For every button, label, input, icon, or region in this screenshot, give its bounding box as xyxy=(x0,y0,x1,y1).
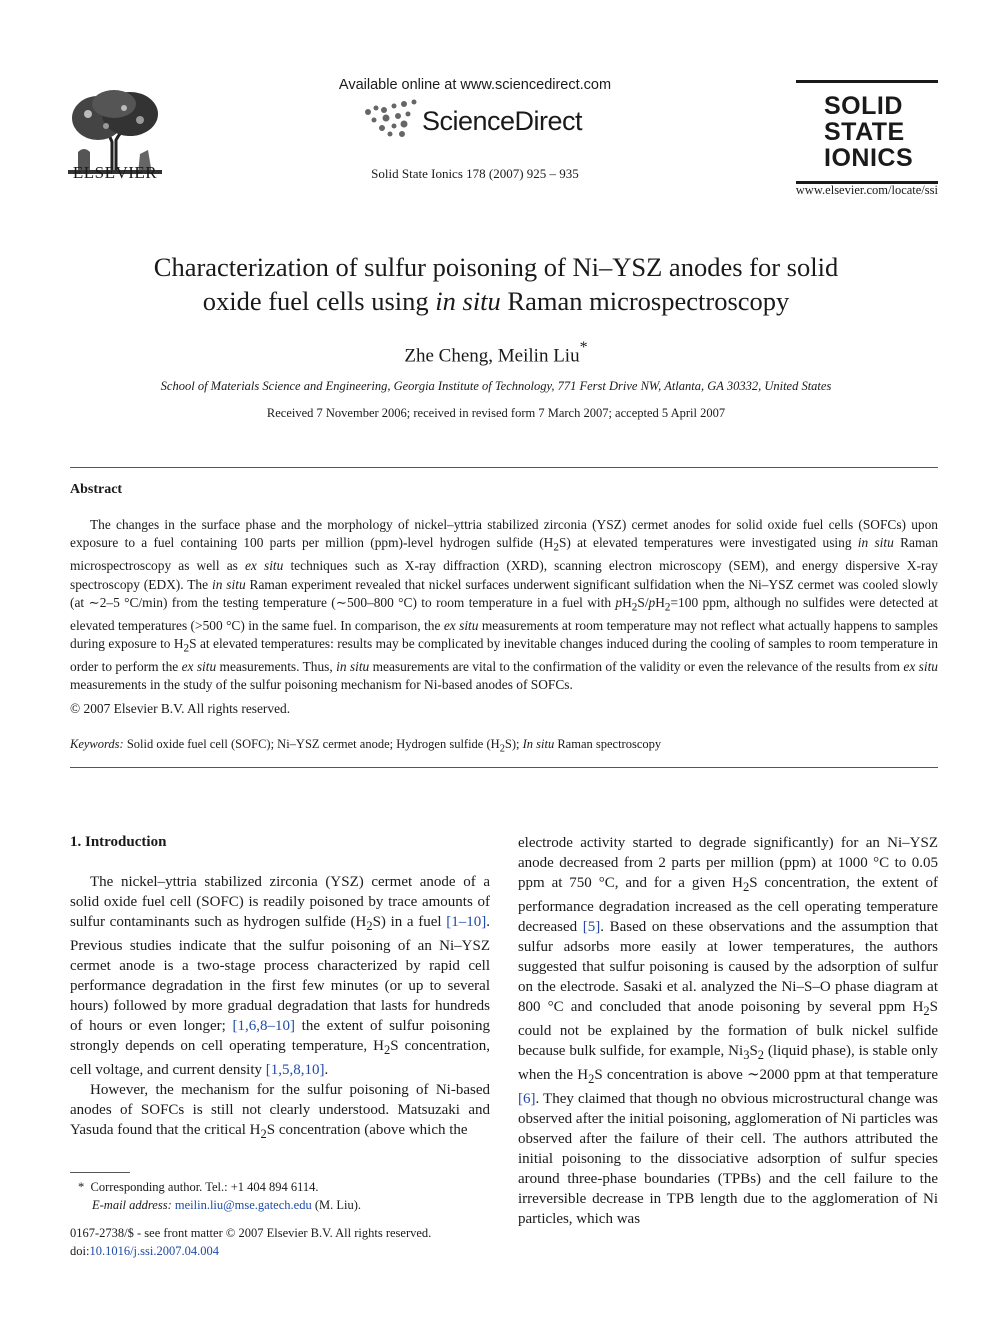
author-list: Zhe Cheng, Meilin Liu* xyxy=(404,339,588,367)
sciencedirect-wordmark: ScienceDirect xyxy=(422,106,583,136)
keywords: Keywords: Solid oxide fuel cell (SOFC); Ni–YSZ cermet anode; Hydrogen sulfide $(H_2S)$; In situ Raman spectroscopy xyxy=(70,737,662,755)
journal-logo-line: IONICS xyxy=(824,144,914,172)
corresponding-author-mark[interactable]: * xyxy=(579,339,588,356)
journal-citation: Solid State Ionics 178 (2007) 925 – 935 xyxy=(371,166,579,181)
elsevier-wordmark: ELSEVIER xyxy=(72,163,158,182)
journal-logo xyxy=(796,80,938,184)
body-column-right: electrode activity started to degrade significantly) for an Ni–YSZ anode decreased from 2 parts per million (ppm) at 1000 °C to 0.05 ppm at 750 °C, and for a given $H_2S$ concentration, the extent of performance degradation increased as the cell operating temperature decreased [5]. Based on these observations and the assumption that sulfur adsorbs more easily at lower temperatures, the authors suggested that sulfur poisoning is caused by the adsorption of sulfur on the electrode. Sasaki et al. analyzed the Ni–S–O phase diagram at 800 °C and concluded that anode poisoning by several ppm $H_2S$ could not be explained by the formation of bulk nickel sulfide because bulk sulfide, for example, $Ni_3S_2$ (liquid phase), is stable only when the $H_2S$ concentration is above ∼2000 ppm at that temperature [6]. They claimed that though no obvious microstructural change was observed after the initial poisoning, agglomeration of Ni particles was observed after the failure of their cell. The authors attributed the initial poisoning to the dissociative adsorption of sulfur species around three-phase boundaries (TPBs) and the cell failure to the irreversible decrease in TPB length due to the agglomeration of Ni particles, which was xyxy=(518,835,939,1227)
available-online-text: Available online at www.sciencedirect.com xyxy=(338,77,612,93)
article-title: Characterization of sulfur poisoning of Ni–YSZ anodes for solid oxide fuel cells using in situ Raman microspectroscopy xyxy=(153,252,839,316)
received-dates: Received 7 November 2006; received in revised form 7 March 2007; accepted 5 April 2007 xyxy=(266,406,726,420)
copyright-line: © 2007 Elsevier B.V. All rights reserved. xyxy=(70,701,291,716)
corresponding-footnote: * Corresponding author. Tel.: +1 404 894 6114. xyxy=(78,1180,319,1194)
journal-logo-line: STATE xyxy=(824,118,905,146)
affiliation: School of Materials Science and Engineering, Georgia Institute of Technology, 771 Ferst Drive NW, Atlanta, GA 30332, United States xyxy=(160,379,832,393)
divider xyxy=(70,767,938,768)
issn-line: 0167-2738/$ - see front matter © 2007 Elsevier B.V. All rights reserved. xyxy=(70,1226,432,1240)
abstract-heading: Abstract xyxy=(70,482,123,497)
email-link[interactable]: meilin.liu@mse.gatech.edu xyxy=(174,1198,312,1212)
section-heading-introduction: 1. Introduction xyxy=(70,834,167,850)
body-column-left: The nickel–yttria stabilized zirconia (YSZ) cermet anode of a solid oxide fuel cell (SOFC) is readily poisoned by trace amounts of sulfur contaminants such as hydrogen sulfide $(H_2S)$ in a fuel [1–10]. Previous studies indicate that the sulfur poisoning of an Ni–YSZ cermet anode is a two-stage process characterized by rapid cell performance degradation in the first few minutes (or up to several hours) followed by more gradual degradation that lasts for hundreds of hours or even longer; [1,6,8–10] the extent of sulfur poisoning strongly depends on cell operating temperature, $H_2S$ concentration, cell voltage, and current density [1,5,8,10]. However, the mechanism for the sulfur poisoning of Ni-based anodes of SOFCs is still not clearly understood. Matsuzaki and Yasuda found that the critical $H_2S$ concentration (above which the xyxy=(70,874,490,1141)
abstract-text: The changes in the surface phase and the morphology of nickel–yttria stabilized zirconia (YSZ) cermet anodes for solid oxide fuel cells (SOFCs) upon exposure to a fuel containing 100 parts per million (ppm)-level hydrogen sulfide $(H_2S)$ at elevated temperatures were investigated using in situ Raman microspectroscopy as well as ex situ techniques such as X-ray diffraction (XRD), scanning electron microscopy (SEM), and energy dispersive X-ray spectroscopy (EDX). The in situ Raman experiment revealed that nickel surfaces underwent significant sulfidation when the Ni–YSZ cermet was cooled slowly (at ∼2–5 °C/min) from the testing temperature (∼500–800 °C) to room temperature in a fuel with $pH_2S/pH_2=100$ ppm, although no sulfides were detected at elevated temperatures (>500 °C) in the same fuel. In comparison, the ex situ measurements at room temperature may not reflect what actually happens to samples during exposure to $H_2S$ at elevated temperatures: results may be complicated by inevitable changes induced during the cooling of samples to room temperature in order to perform the ex situ measurements. Thus, in situ measurements are vital to the confirmation of the validity or even the relevance of the results from ex situ measurements in the study of the sulfur poisoning mechanism for Ni-based anodes of SOFCs. xyxy=(70,517,939,693)
divider xyxy=(70,467,938,468)
email-footnote: E-mail address: meilin.liu@mse.gatech.edu (M. Liu). xyxy=(92,1198,362,1212)
journal-logo-line: SOLID xyxy=(824,92,903,120)
journal-url-link[interactable]: www.elsevier.com/locate/ssi xyxy=(795,183,938,197)
footnote-divider xyxy=(70,1172,130,1173)
doi-link[interactable]: 10.1016/j.ssi.2007.04.004 xyxy=(89,1244,219,1258)
doi-line: doi:10.1016/j.ssi.2007.04.004 xyxy=(70,1244,219,1258)
